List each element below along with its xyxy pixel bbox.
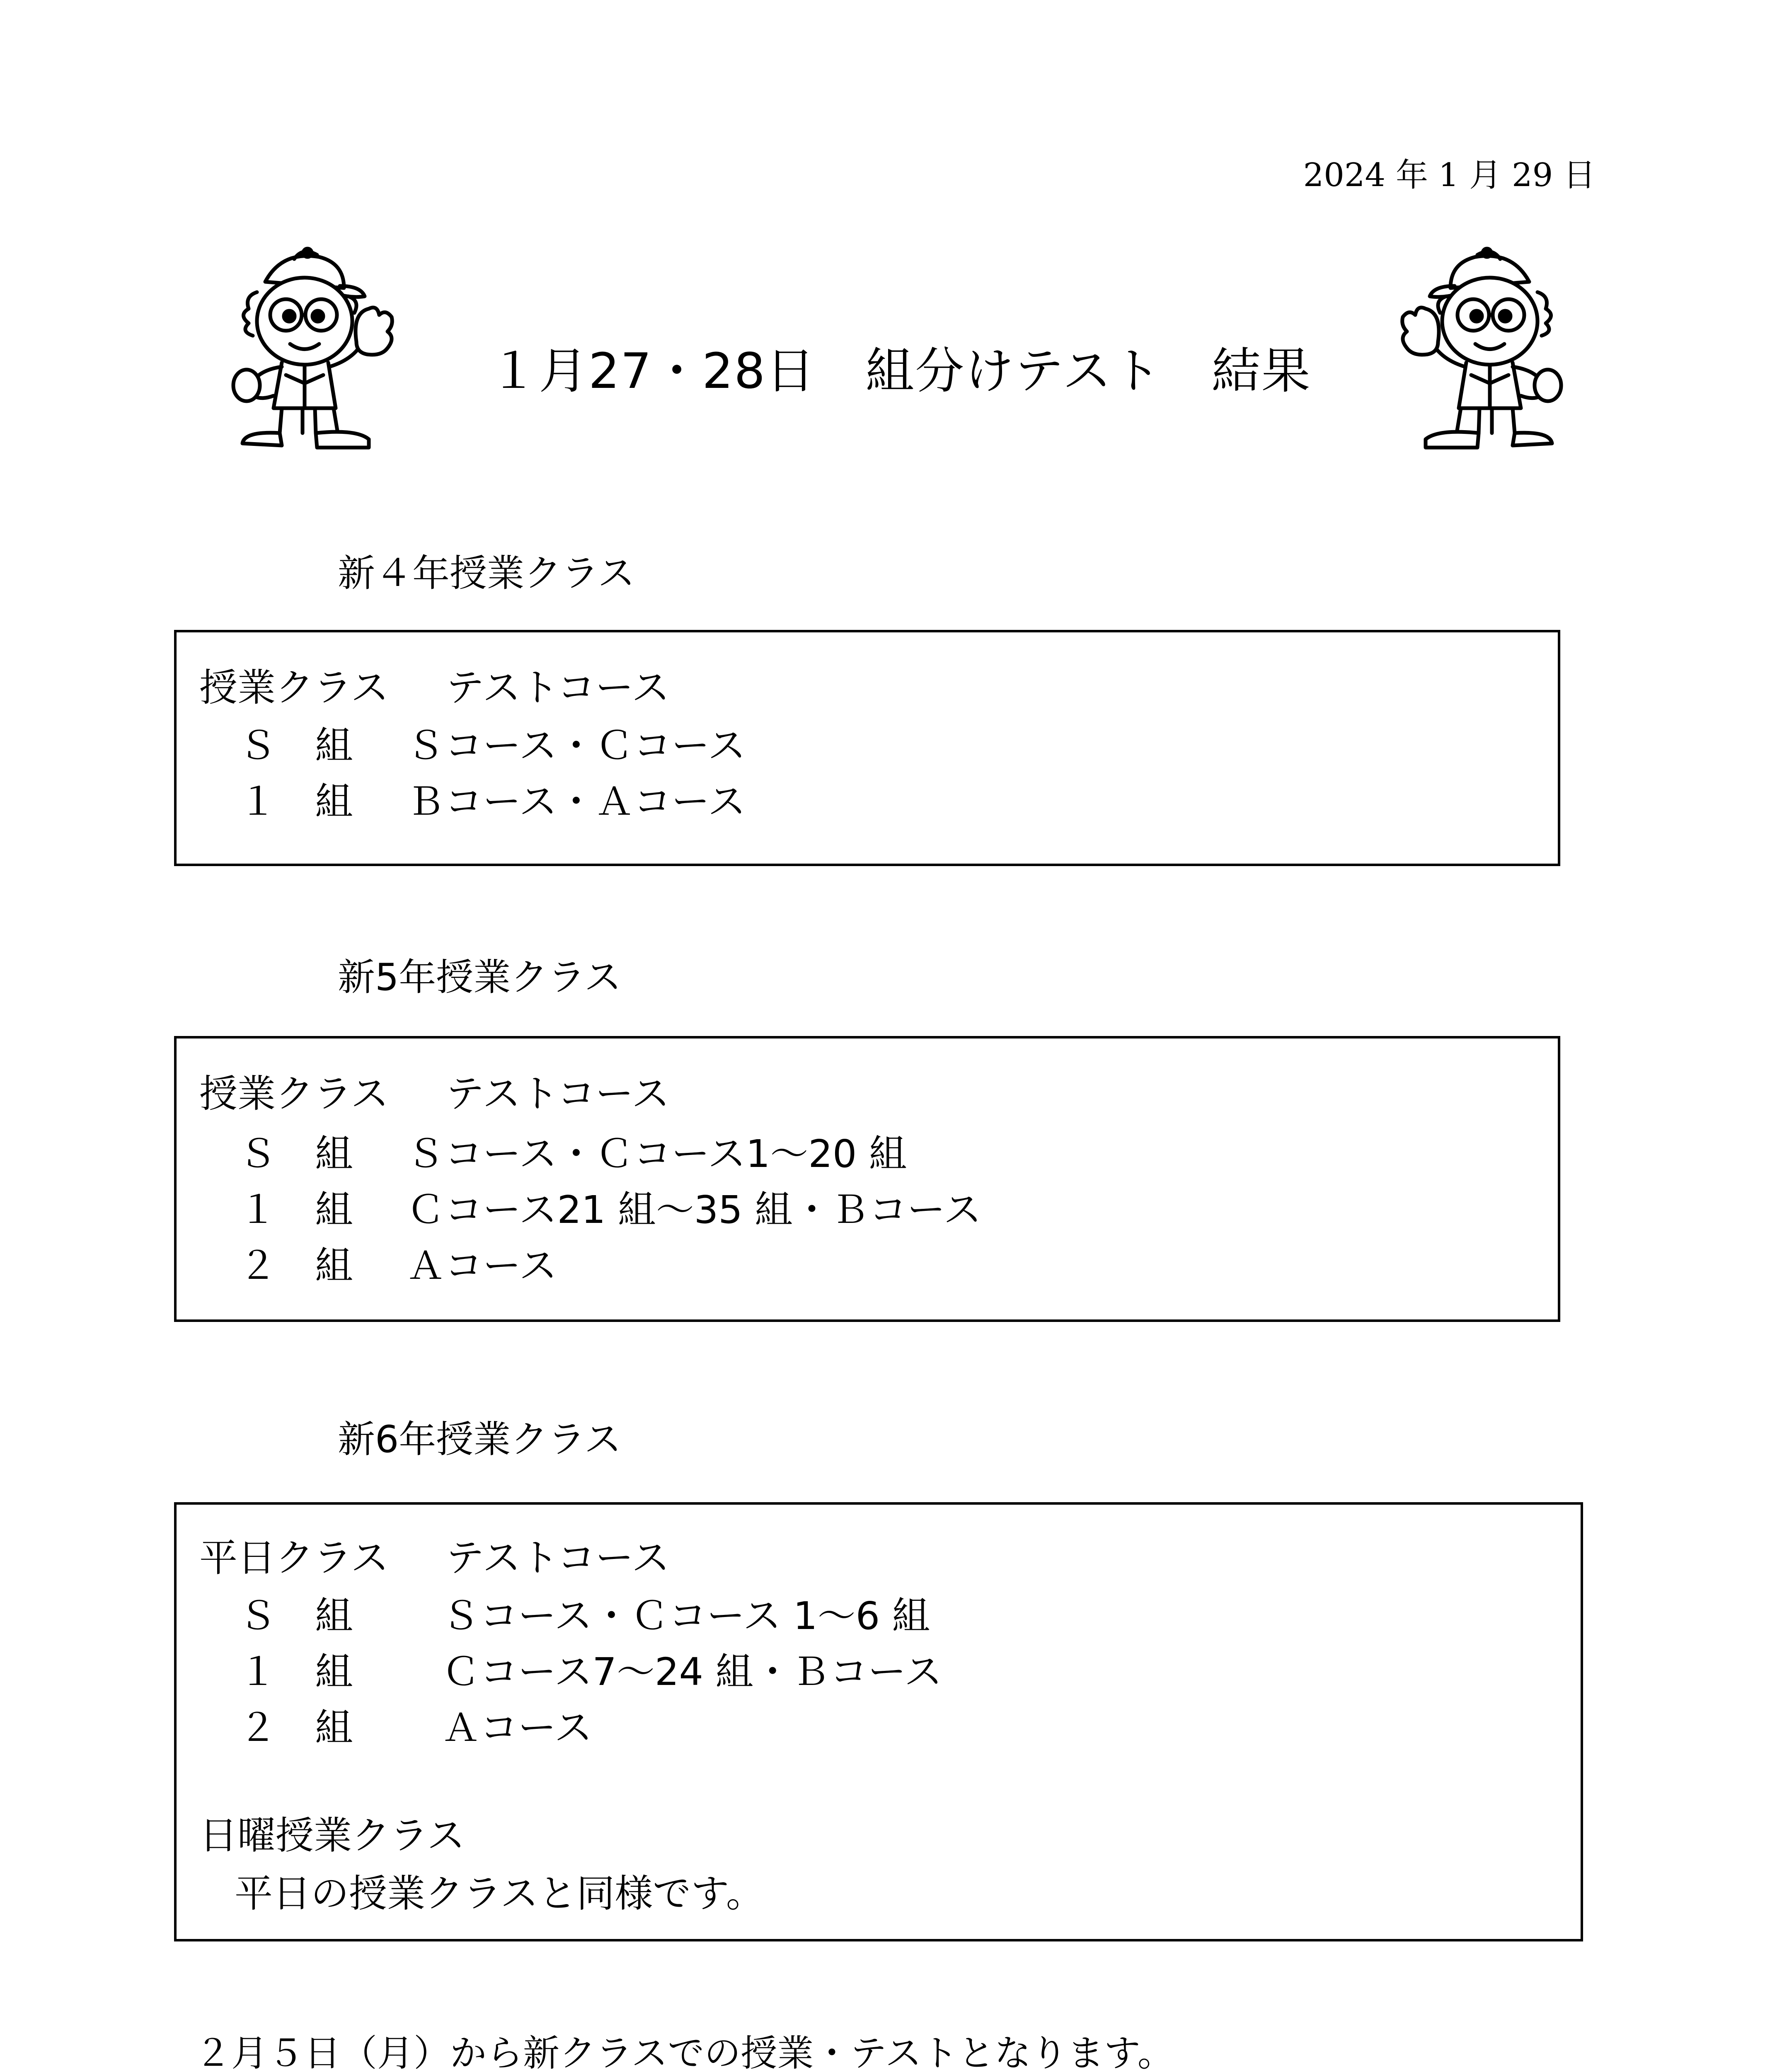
- grade4-row-class: Ｓ 組: [239, 724, 353, 768]
- grade5-header-course: テストコース: [446, 1072, 670, 1116]
- grade5-row-class: Ｓ 組: [239, 1132, 353, 1176]
- grade6-box: [174, 1502, 1583, 1941]
- grade5-box: [174, 1036, 1560, 1322]
- grade6-row-class: ２ 組: [239, 1706, 353, 1750]
- grade6-heading: 新6年授業クラス: [338, 1418, 622, 1461]
- grade4-row-course: Ｓコース・Ｃコース: [407, 724, 746, 768]
- page-title: １月27・28日 組分けテスト 結果: [489, 342, 1311, 399]
- grade5-heading: 新5年授業クラス: [338, 956, 622, 999]
- grade4-heading: 新４年授業クラス: [338, 552, 635, 595]
- grade5-row-course: Ａコース: [407, 1244, 557, 1288]
- document-date: 2024 年 1 月 29 日: [1303, 157, 1596, 194]
- grade6-sunday-heading: 日曜授業クラス: [199, 1813, 465, 1858]
- grade6-row-course: Ｓコース・Ｃコース 1～6 組: [442, 1594, 930, 1638]
- grade4-row-course: Ｂコース・Ａコース: [407, 779, 746, 824]
- grade6-row-course: Ａコース: [442, 1706, 593, 1750]
- mascot-boy-waving-icon: [1392, 242, 1575, 458]
- grade6-row-course: Ｃコース7～24 組・Ｂコース: [442, 1650, 942, 1694]
- grade4-box: [174, 630, 1560, 866]
- mascot-boy-waving-icon: [220, 242, 402, 458]
- grade6-row-class: Ｓ 組: [239, 1594, 353, 1638]
- grade6-header-class: 平日クラス: [199, 1536, 389, 1580]
- grade5-header-class: 授業クラス: [199, 1072, 389, 1116]
- grade5-row-class: １ 組: [239, 1188, 353, 1232]
- grade4-header-class: 授業クラス: [199, 666, 389, 710]
- grade5-row-class: ２ 組: [239, 1244, 353, 1288]
- grade4-row-class: １ 組: [239, 779, 353, 824]
- grade5-row-course: Ｃコース21 組～35 組・Ｂコース: [407, 1188, 982, 1232]
- grade5-row-course: Ｓコース・Ｃコース1～20 組: [407, 1132, 907, 1176]
- grade6-header-course: テストコース: [446, 1536, 670, 1580]
- footer-notice-line1: ２月５日（月）から新クラスでの授業・テストとなります。: [195, 2032, 1174, 2072]
- grade6-row-class: １ 組: [239, 1650, 353, 1694]
- grade4-header-course: テストコース: [446, 666, 670, 710]
- grade6-sunday-note: 平日の授業クラスと同様です。: [235, 1871, 764, 1916]
